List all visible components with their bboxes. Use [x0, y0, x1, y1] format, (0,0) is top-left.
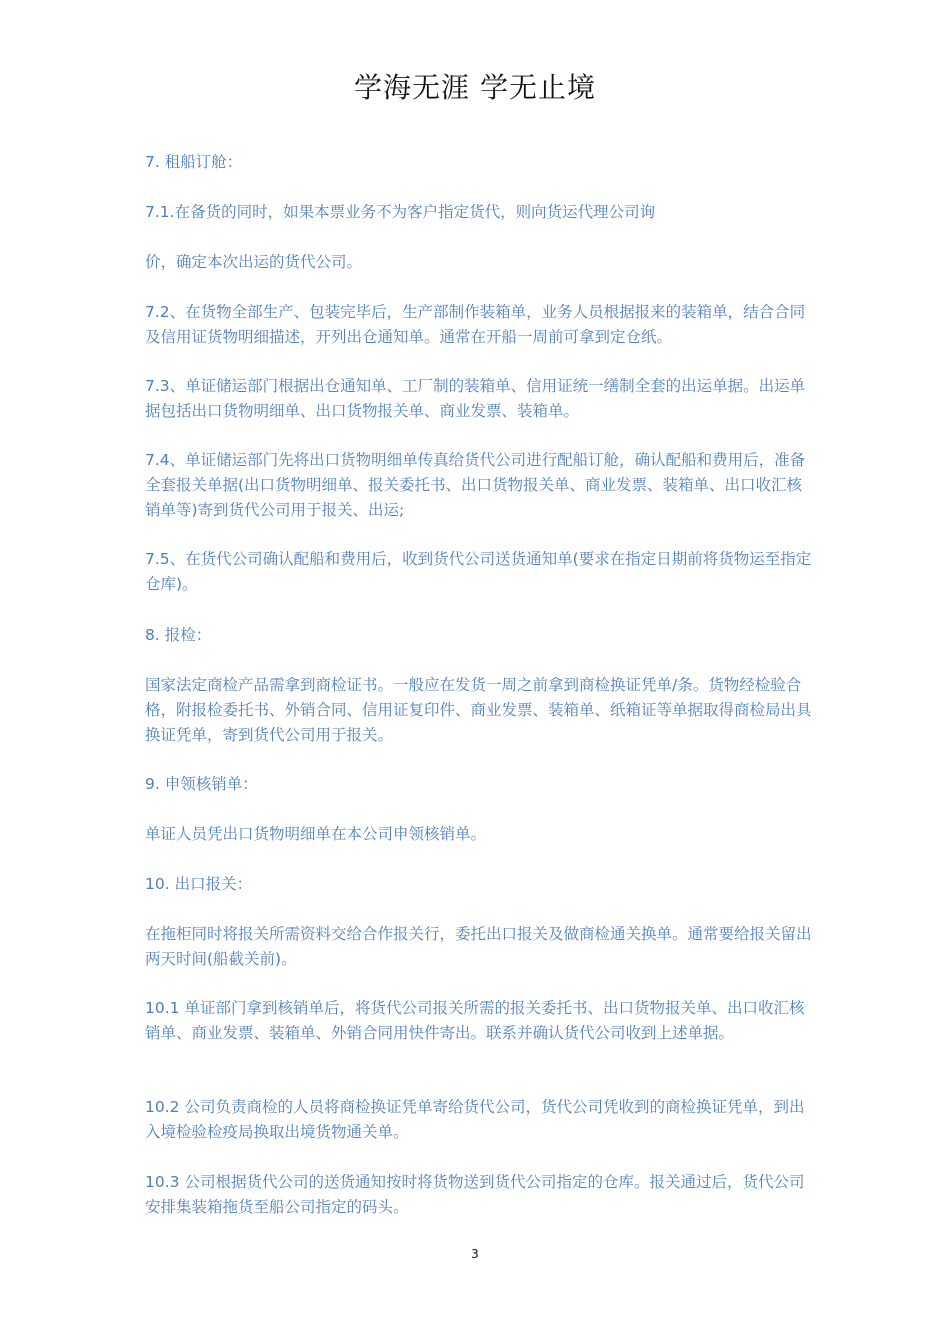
paragraph-9-body: 单证人员凭出口货物明细单在本公司申领核销单。: [145, 825, 487, 843]
paragraph-7-2: 7.2、在货物全部生产、包装完毕后，生产部制作装箱单，业务人员根据报来的装箱单，结合合同及信用证货物明细描述，开列出仓通知单。通常在开船一周前可拿到定仓纸。: [145, 303, 806, 346]
paragraph-10-body: 在拖柜同时将报关所需资料交给合作报关行，委托出口报关及做商检通关换单。通常要给报关留出两天时间(船截关前)。: [145, 925, 812, 968]
paragraph-10-1: 10.1 单证部门拿到核销单后，将货代公司报关所需的报关委托书、出口货物报关单、出口收汇核销单、商业发票、装箱单、外销合同用快件寄出。联系并确认货代公司收到上述单据。: [145, 999, 805, 1042]
paragraph-10-3: 10.3 公司根据货代公司的送货通知按时将货物送到货代公司指定的仓库。报关通过后，货代公司安排集装箱拖货至船公司指定的码头。: [145, 1173, 805, 1216]
paragraph-8-body: 国家法定商检产品需拿到商检证书。一般应在发货一周之前拿到商检换证凭单/条。货物经检验合格，附报检委托书、外销合同、信用证复印件、商业发票、装箱单、纸箱证等单据取得商检局出具换证凭单，寄到货代公司用于报关。: [145, 676, 812, 744]
paragraph-10-2: 10.2 公司负责商检的人员将商检换证凭单寄给货代公司，货代公司凭收到的商检换证凭单，到出入境检验检疫局换取出境货物通关单。: [145, 1098, 805, 1141]
paragraph-7-4: 7.4、单证储运部门先将出口货物明细单传真给货代公司进行配船订舱，确认配船和费用后，准备全套报关单据(出口货物明细单、报关委托书、出口货物报关单、商业发票、装箱单、出口收汇核销单等)寄到货代公司用于报关、出运;: [145, 451, 806, 519]
paragraph-7-5: 7.5、在货代公司确认配船和费用后，收到货代公司送货通知单(要求在指定日期前将货物运至指定仓库)。: [145, 550, 812, 593]
paragraph-7-1-line2: 价，确定本次出运的货代公司。: [145, 253, 363, 271]
section-8-heading: 8. 报检：: [145, 626, 212, 644]
page-number: 3: [471, 1247, 479, 1261]
section-9-heading: 9. 申领核销单：: [145, 775, 258, 793]
paragraph-7-3: 7.3、单证储运部门根据出仓通知单、工厂制的装箱单、信用证统一缮制全套的出运单据。出运单据包括出口货物明细单、出口货物报关单、商业发票、装箱单。: [145, 377, 806, 420]
page-header: 学海无涯 学无止境: [354, 71, 596, 104]
section-7-heading: 7. 租船订舱：: [145, 153, 243, 171]
section-10-heading: 10. 出口报关：: [145, 875, 253, 893]
paragraph-7-1-line1: 7.1.在备货的同时，如果本票业务不为客户指定货代，则向货运代理公司询: [145, 203, 656, 221]
